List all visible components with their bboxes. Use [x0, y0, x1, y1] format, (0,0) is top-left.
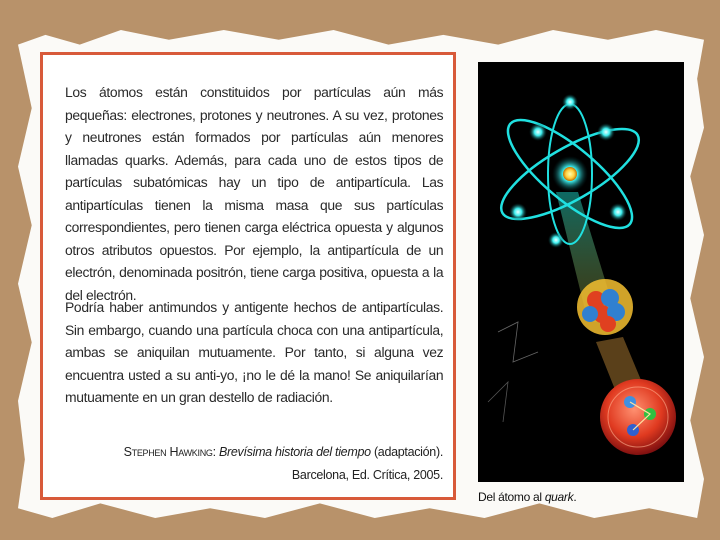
source-note: (adaptación).	[373, 445, 443, 459]
caption-prefix: Del átomo al	[478, 490, 542, 504]
image-caption	[478, 490, 684, 504]
atom-to-quark-illustration	[478, 62, 684, 482]
text-box	[40, 52, 456, 500]
source-line-1	[63, 441, 443, 463]
source-author: Stephen Hawking:	[123, 445, 216, 459]
paragraph-2: Podría haber antimundos y antigente hechos de antipartículas. Sin embargo, cuando una partícula choca con una antipartícula, ambas se aniquilan mutuamente. Por tanto, si alguna vez encuentra usted a su anti-yo, ¡no le dé la mano! Se aniquilarían mutuamente en un gran destello de radiación.	[65, 300, 444, 406]
source-publisher: Barcelona, Ed. Crítica, 2005.	[291, 468, 443, 482]
caption-term: quark	[544, 490, 574, 504]
paragraph-1: Los átomos están constituidos por partículas aún más pequeñas: electrones, protones y neutrones. A su vez, protones y neutrones están formados por partículas aún menores llamadas quarks. Además, para cada uno de estos tipos de partículas subatómicas hay un tipo de antipartícula. Las antipartículas tienen la misma masa que sus partículas correspondientes, pero tienen carga eléctrica opuesta y algunos otros atributos opuestos. Por ejemplo, la antipartícula de un electrón, denominada positrón, tiene carga positiva, opuesta a la del electrón.	[65, 85, 444, 304]
caption-suffix: .	[573, 490, 577, 504]
source-title: Brevísima historia del tiempo	[218, 445, 371, 459]
